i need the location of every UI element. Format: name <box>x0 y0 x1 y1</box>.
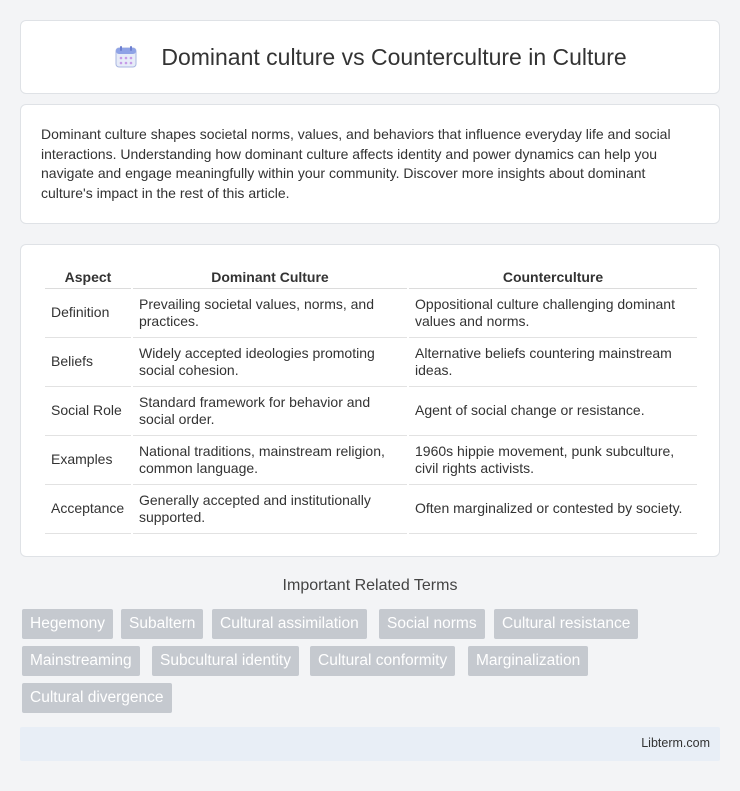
tag-cultural-conformity[interactable]: Cultural conformity <box>310 646 455 676</box>
table-row <box>45 485 697 534</box>
related-terms-title: Important Related Terms <box>282 577 458 594</box>
table-cell-counter: Alternative beliefs countering mainstream ideas. <box>409 338 697 387</box>
footer <box>20 727 720 761</box>
page-title: Dominant culture vs Counterculture in Culture <box>161 43 627 70</box>
tag-subcultural-identity[interactable]: Subcultural identity <box>152 646 299 676</box>
tag-cultural-resistance[interactable]: Cultural resistance <box>494 609 638 639</box>
table-card <box>20 244 720 557</box>
table-header-aspect: Aspect <box>45 263 131 289</box>
table-cell-dominant: Generally accepted and institutionally supported. <box>133 485 407 534</box>
table-cell-counter: Often marginalized or contested by society. <box>409 485 697 534</box>
table-cell-counter: Agent of social change or resistance. <box>409 387 697 436</box>
footer-site-link[interactable]: Libterm.com <box>641 736 710 750</box>
table-cell-aspect: Definition <box>45 289 131 338</box>
table-cell-counter: Oppositional culture challenging dominant values and norms. <box>409 289 697 338</box>
tag-cultural-assimilation[interactable]: Cultural assimilation <box>212 609 367 639</box>
table-header-counter: Counterculture <box>409 263 697 289</box>
table-cell-dominant: Standard framework for behavior and social order. <box>133 387 407 436</box>
table-row <box>45 289 697 338</box>
table-cell-dominant: Prevailing societal values, norms, and practices. <box>133 289 407 338</box>
table-cell-dominant: Widely accepted ideologies promoting social cohesion. <box>133 338 407 387</box>
intro-text: Dominant culture shapes societal norms, values, and behaviors that influence everyday life and social interactions. Understanding how dominant culture affects identity and power dynamics can help you navigate and engage meaningfully within your community. Discover more insights about dominant culture's impact in the rest of this article. <box>41 126 671 201</box>
header-card <box>20 20 720 94</box>
title-wrap <box>113 44 626 71</box>
table-row <box>45 436 697 485</box>
comparison-table <box>43 263 699 534</box>
table-cell-aspect: Social Role <box>45 387 131 436</box>
tag-social-norms[interactable]: Social norms <box>379 609 485 639</box>
table-cell-counter: 1960s hippie movement, punk subculture, civil rights activists. <box>409 436 697 485</box>
table-header-dominant: Dominant Culture <box>133 263 407 289</box>
table-cell-aspect: Acceptance <box>45 485 131 534</box>
calendar-icon <box>113 44 139 70</box>
table-row <box>45 338 697 387</box>
table-cell-dominant: National traditions, mainstream religion, common language. <box>133 436 407 485</box>
tag-cultural-divergence[interactable]: Cultural divergence <box>22 683 172 713</box>
table-header-row <box>45 263 697 289</box>
table-row <box>45 387 697 436</box>
tag-marginalization[interactable]: Marginalization <box>468 646 588 676</box>
tag-hegemony[interactable]: Hegemony <box>22 609 113 639</box>
tag-subaltern[interactable]: Subaltern <box>121 609 203 639</box>
intro-card <box>20 104 720 224</box>
table-cell-aspect: Beliefs <box>45 338 131 387</box>
table-cell-aspect: Examples <box>45 436 131 485</box>
tag-mainstreaming[interactable]: Mainstreaming <box>22 646 140 676</box>
